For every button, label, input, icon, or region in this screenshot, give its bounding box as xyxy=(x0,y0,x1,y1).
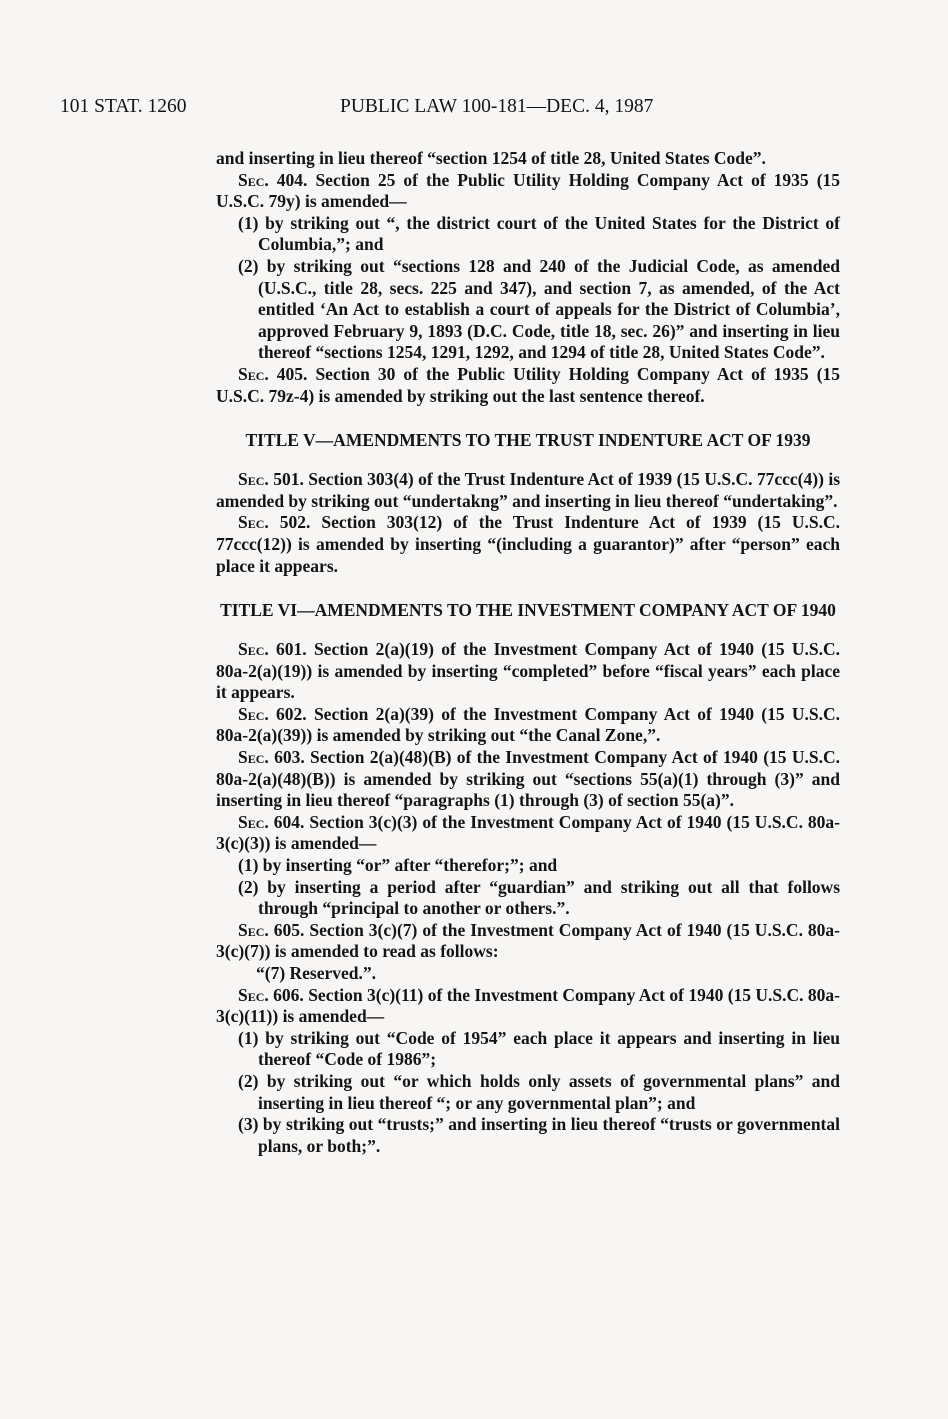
section-text: Section 3(c)(11) of the Investment Company Act of 1940 (15 U.S.C. 80a-3(c)(11)) is amended— xyxy=(216,984,841,1027)
section-text: Section 2(a)(19) of the Investment Company Act of 1940 (15 U.S.C. 80a-2(a)(19)) is amended by inserting “completed” before “fiscal years” each place it appears. xyxy=(216,639,841,703)
page-reference: 101 STAT. 1260 xyxy=(60,96,187,117)
section-label: Sec. 605. xyxy=(238,919,305,940)
section-text: Section 2(a)(39) of the Investment Company Act of 1940 (15 U.S.C. 80a-2(a)(39)) is amended by striking out “the Canal Zone,”. xyxy=(216,703,841,746)
section-604 xyxy=(216,812,840,855)
section-label: Sec. 405. xyxy=(238,363,308,384)
running-head xyxy=(60,92,860,122)
section-606-item-3: (3) by striking out “trusts;” and inserting in lieu thereof “trusts or governmental plans, or both;”. xyxy=(238,1114,840,1156)
section-606-item-1: (1) by striking out “Code of 1954” each place it appears and inserting in lieu thereof “Code of 1986”; xyxy=(238,1027,840,1070)
section-605-quote: “(7) Reserved.”. xyxy=(256,963,377,983)
law-date-heading: PUBLIC LAW 100-181—DEC. 4, 1987 xyxy=(340,96,654,117)
section-404 xyxy=(216,170,840,213)
section-605 xyxy=(216,920,840,963)
section-label: Sec. 606. xyxy=(238,984,304,1005)
section-text: Section 3(c)(7) of the Investment Company Act of 1940 (15 U.S.C. 80a-3(c)(7)) is amended to read as follows: xyxy=(216,919,841,962)
section-text: Section 303(4) of the Trust Indenture Act of 1939 (15 U.S.C. 77ccc(4)) is amended by striking out “undertakng” and inserting in lieu thereof “undertaking”. xyxy=(216,469,841,511)
title-vi-heading: TITLE VI—AMENDMENTS TO THE INVESTMENT COMPANY ACT OF 1940 xyxy=(220,600,836,621)
section-label: Sec. 501. xyxy=(238,469,304,490)
section-label: Sec. 601. xyxy=(238,639,307,660)
document-body xyxy=(216,148,840,1157)
section-404-item-2: (2) by striking out “sections 128 and 240 of the Judicial Code, as amended (U.S.C., title 28, secs. 225 and 347), and section 7, as amended, of the Act entitled ‘An Act to establish a court of appeals for the District of Columbia’, approved February 9, 1893 (D.C. Code, title 18, sec. 26)” and inserting in lieu thereof “sections 1254, 1291, 1292, and 1294 of title 28, United States Code”. xyxy=(238,255,840,363)
section-text: Section 2(a)(48)(B) of the Investment Company Act of 1940 (15 U.S.C. 80a-2(a)(48)(B)) is amended by striking out “sections 55(a)(1) through (3)” and inserting in lieu thereof “paragraphs (1) through (3) of section 55(a)”. xyxy=(216,747,841,811)
continued-paragraph: and inserting in lieu thereof “section 1254 of title 28, United States Code”. xyxy=(216,148,766,168)
section-606-item-2: (2) by striking out “or which holds only assets of governmental plans” and inserting in lieu thereof “; or any governmental plan”; and xyxy=(238,1070,840,1113)
section-501 xyxy=(216,469,840,512)
section-text: Section 303(12) of the Trust Indenture Act of 1939 (15 U.S.C. 77ccc(12)) is amended by inserting “(including a guarantor)” after “person” each place it appears. xyxy=(216,512,840,576)
section-602 xyxy=(216,704,840,747)
section-text: Section 3(c)(3) of the Investment Company Act of 1940 (15 U.S.C. 80a-3(c)(3)) is amended— xyxy=(216,811,841,854)
section-label: Sec. 603. xyxy=(238,747,305,768)
section-text: Section 30 of the Public Utility Holding Company Act of 1935 (15 U.S.C. 79z-4) is amended by striking out the last sentence thereof. xyxy=(216,363,841,406)
section-604-item-2: (2) by inserting a period after “guardian” and striking out all that follows through “principal to another or others.”. xyxy=(238,876,840,919)
section-603 xyxy=(216,747,840,812)
section-606 xyxy=(216,985,840,1028)
section-label: Sec. 602. xyxy=(238,703,307,724)
section-label: Sec. 404. xyxy=(238,169,308,190)
section-label: Sec. 502. xyxy=(238,512,311,533)
section-604-item-1: (1) by inserting “or” after “therefor;”; and xyxy=(238,855,558,876)
section-601 xyxy=(216,639,840,704)
section-label: Sec. 604. xyxy=(238,811,305,832)
section-text: Section 25 of the Public Utility Holding Company Act of 1935 (15 U.S.C. 79y) is amended— xyxy=(216,169,841,212)
section-405 xyxy=(216,364,840,407)
section-502 xyxy=(216,512,840,577)
section-404-item-1: (1) by striking out “, the district court of the United States for the District of Columbia,”; and xyxy=(238,212,840,255)
title-v-heading: TITLE V—AMENDMENTS TO THE TRUST INDENTURE ACT OF 1939 xyxy=(245,430,811,451)
